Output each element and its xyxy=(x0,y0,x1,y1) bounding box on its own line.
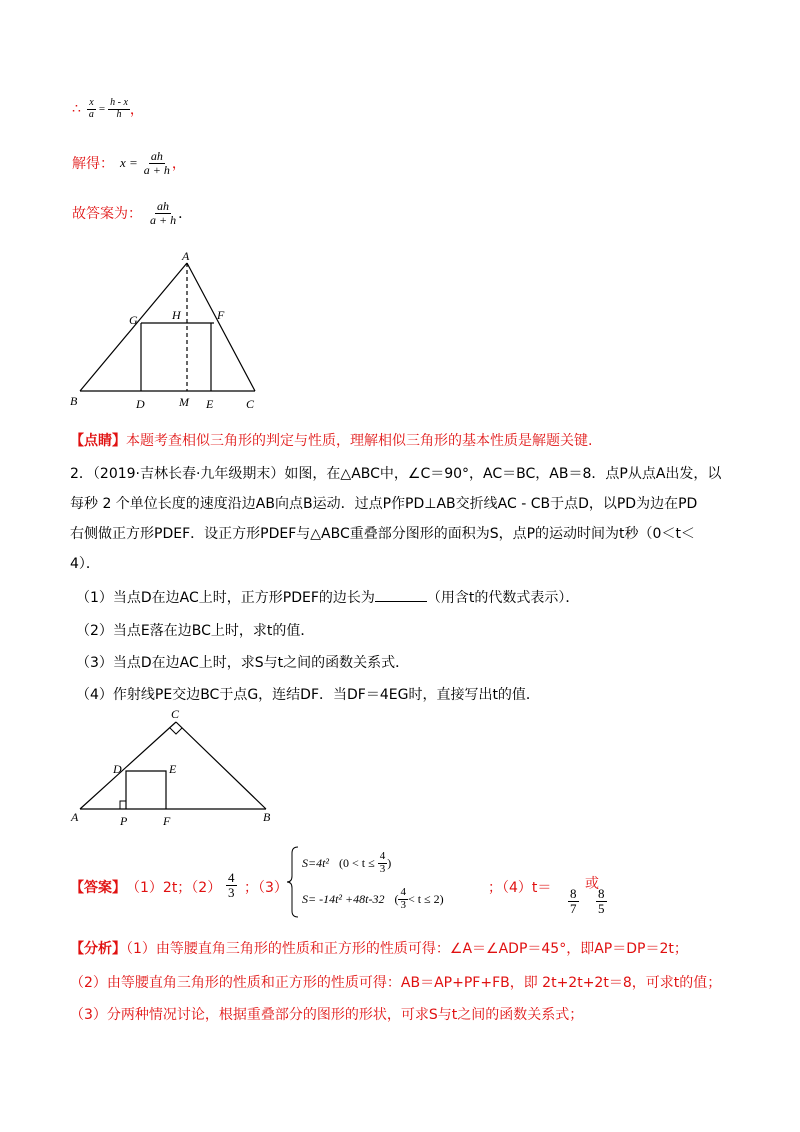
case-2-expr: S= -14t² +48t-32 xyxy=(302,891,385,906)
solve-line xyxy=(72,150,186,176)
label-f: F xyxy=(217,308,225,322)
label-h: H xyxy=(172,308,181,322)
analysis-text-1: （1）由等腰直角三角形的性质和正方形的性质可得：∠A＝∠ADP＝45°，即AP＝DP＝2t； xyxy=(126,941,688,957)
equation-lhs: x = xyxy=(120,155,138,171)
label-c: C xyxy=(246,397,255,411)
figure-isosceles-right-triangle xyxy=(68,705,288,830)
piecewise-case-2 xyxy=(302,887,444,911)
fraction-ah-over-a-plus-h xyxy=(142,150,172,176)
right-angle-mark-c xyxy=(170,728,182,734)
piecewise-case-1 xyxy=(302,851,391,875)
fraction-denominator: 5 xyxy=(598,900,605,916)
equals-sign: = xyxy=(98,103,106,115)
fraction-h-minus-x-over-h xyxy=(108,98,130,120)
answer-label: 故答案为： xyxy=(72,206,142,223)
note-text: 本题考查相似三角形的判定与性质，理解相似三角形的基本性质是解题关键. xyxy=(126,433,593,449)
question-2: （2）当点E落在边BC上时，求t的值． xyxy=(76,623,315,639)
fraction-numerator: ah xyxy=(150,149,163,163)
answer-part-3-label: ；（3） xyxy=(244,880,288,896)
problem-line-3: 右侧做正方形PDEF．设正方形PDEF与△ABC重叠部分图形的面积为S，点P的运动时间为t秒（0＜t＜ xyxy=(70,526,695,542)
note-tag: 【点睛】 xyxy=(70,433,126,449)
analysis-line-3: （3）分两种情况讨论，根据重叠部分的图形的形状，可求S与t之间的函数关系式； xyxy=(70,1007,584,1023)
figure-triangle-rectangle xyxy=(60,250,280,415)
question-3: （3）当点D在边AC上时，求S与t之间的函数关系式． xyxy=(76,655,410,671)
fraction-8-over-7 xyxy=(568,887,579,915)
fraction-denominator: a + h xyxy=(150,212,177,227)
fraction-denominator: 3 xyxy=(400,898,406,911)
solve-label: 解得： xyxy=(72,156,114,173)
edge-ab xyxy=(80,263,187,391)
problem-line-4: 4）． xyxy=(70,556,100,572)
edge-ac xyxy=(80,722,176,809)
fraction-numerator: 4 xyxy=(228,870,235,885)
fraction-denominator: 3 xyxy=(379,862,386,875)
fraction-denominator: 7 xyxy=(570,900,577,916)
label-c: C xyxy=(171,707,180,721)
dianjing-note xyxy=(70,430,592,450)
fraction-numerator: 4 xyxy=(379,850,386,862)
piecewise-brace xyxy=(286,845,300,919)
case-2-cond: ( xyxy=(394,891,399,906)
question-1 xyxy=(76,587,579,607)
analysis-line-2: （2）由等腰直角三角形的性质和正方形的性质可得：AB＝AP+PF+FB，即 2t+2t+2t＝8，可求t的值； xyxy=(70,975,722,991)
therefore-symbol: ∴ xyxy=(72,101,81,117)
fraction-numerator: ah xyxy=(157,199,170,213)
question-1-text: （1）当点D在边AC上时，正方形PDEF的边长为 xyxy=(76,590,375,606)
therefore-line xyxy=(72,98,144,120)
question-1-tail: （用含t的代数式表示）． xyxy=(426,590,580,606)
fraction-4-over-3 xyxy=(398,887,408,911)
fraction-numerator: 8 xyxy=(598,886,605,901)
edge-cb xyxy=(176,722,266,809)
label-d: D xyxy=(136,397,145,411)
case-1-cond: (0 < t ≤ xyxy=(339,855,375,870)
label-a: A xyxy=(182,250,190,263)
label-e: E xyxy=(169,762,177,776)
fraction-4-over-3 xyxy=(226,871,237,899)
punctuation: ， xyxy=(171,156,186,173)
case-1-expr: S=4t² xyxy=(302,855,330,870)
fraction-numerator: x xyxy=(89,97,94,108)
answer-part-4-label: ；（4）t＝ xyxy=(488,880,552,896)
fraction-denominator: a + h xyxy=(143,162,170,177)
fraction-numerator: 8 xyxy=(570,886,577,901)
edge-ac xyxy=(187,263,255,391)
case-1-cond-end: ) xyxy=(387,855,392,870)
case-2-cond-end: < t ≤ 2) xyxy=(407,891,444,906)
fraction-numerator: h - x xyxy=(110,97,128,108)
label-b: B xyxy=(70,394,78,408)
answer-blank xyxy=(375,587,427,602)
fraction-8-over-5 xyxy=(596,887,607,915)
fraction-denominator: a xyxy=(88,108,94,120)
analysis-line-1 xyxy=(70,938,688,958)
fraction-x-over-a xyxy=(87,98,96,120)
label-p: P xyxy=(120,814,128,828)
problem-line-2: 每秒 2 个单位长度的速度沿边AB向点B运动．过点P作PD⊥AB交折线AC - CB于点D，以PD为边在PD xyxy=(70,496,698,512)
answer-tag: 【答案】 xyxy=(70,880,126,896)
answer-line xyxy=(72,200,192,226)
answer-part-1-2: （1）2t；（2） xyxy=(126,880,222,896)
question-4: （4）作射线PE交边BC于点G，连结DF．当DF＝4EG时，直接写出t的值． xyxy=(76,687,540,703)
fraction-numerator: 4 xyxy=(400,886,406,898)
answer-block xyxy=(70,845,630,920)
label-e: E xyxy=(206,397,214,411)
fraction-denominator: h xyxy=(116,108,122,120)
fraction-4-over-3 xyxy=(378,851,388,875)
fraction-ah-over-a-plus-h xyxy=(148,200,178,226)
right-angle-mark-p xyxy=(120,801,126,809)
label-f: F xyxy=(163,814,171,828)
fraction-denominator: 3 xyxy=(228,884,235,900)
label-a: A xyxy=(71,810,79,824)
label-d: D xyxy=(113,762,122,776)
answer-main xyxy=(70,877,221,897)
or-word: 或 xyxy=(585,876,599,892)
analysis-tag: 【分析】 xyxy=(70,941,126,957)
label-m: M xyxy=(179,395,189,409)
label-b: B xyxy=(263,810,271,824)
punctuation: ， xyxy=(129,102,144,118)
label-g: G xyxy=(129,313,138,327)
square-pdef xyxy=(126,771,166,809)
problem-line-1: 2．（2019·吉林长春·九年级期末）如图，在△ABC中，∠C＝90°，AC＝BC，AB＝8．点P从点A出发，以 xyxy=(70,466,722,482)
punctuation: ． xyxy=(178,206,193,223)
